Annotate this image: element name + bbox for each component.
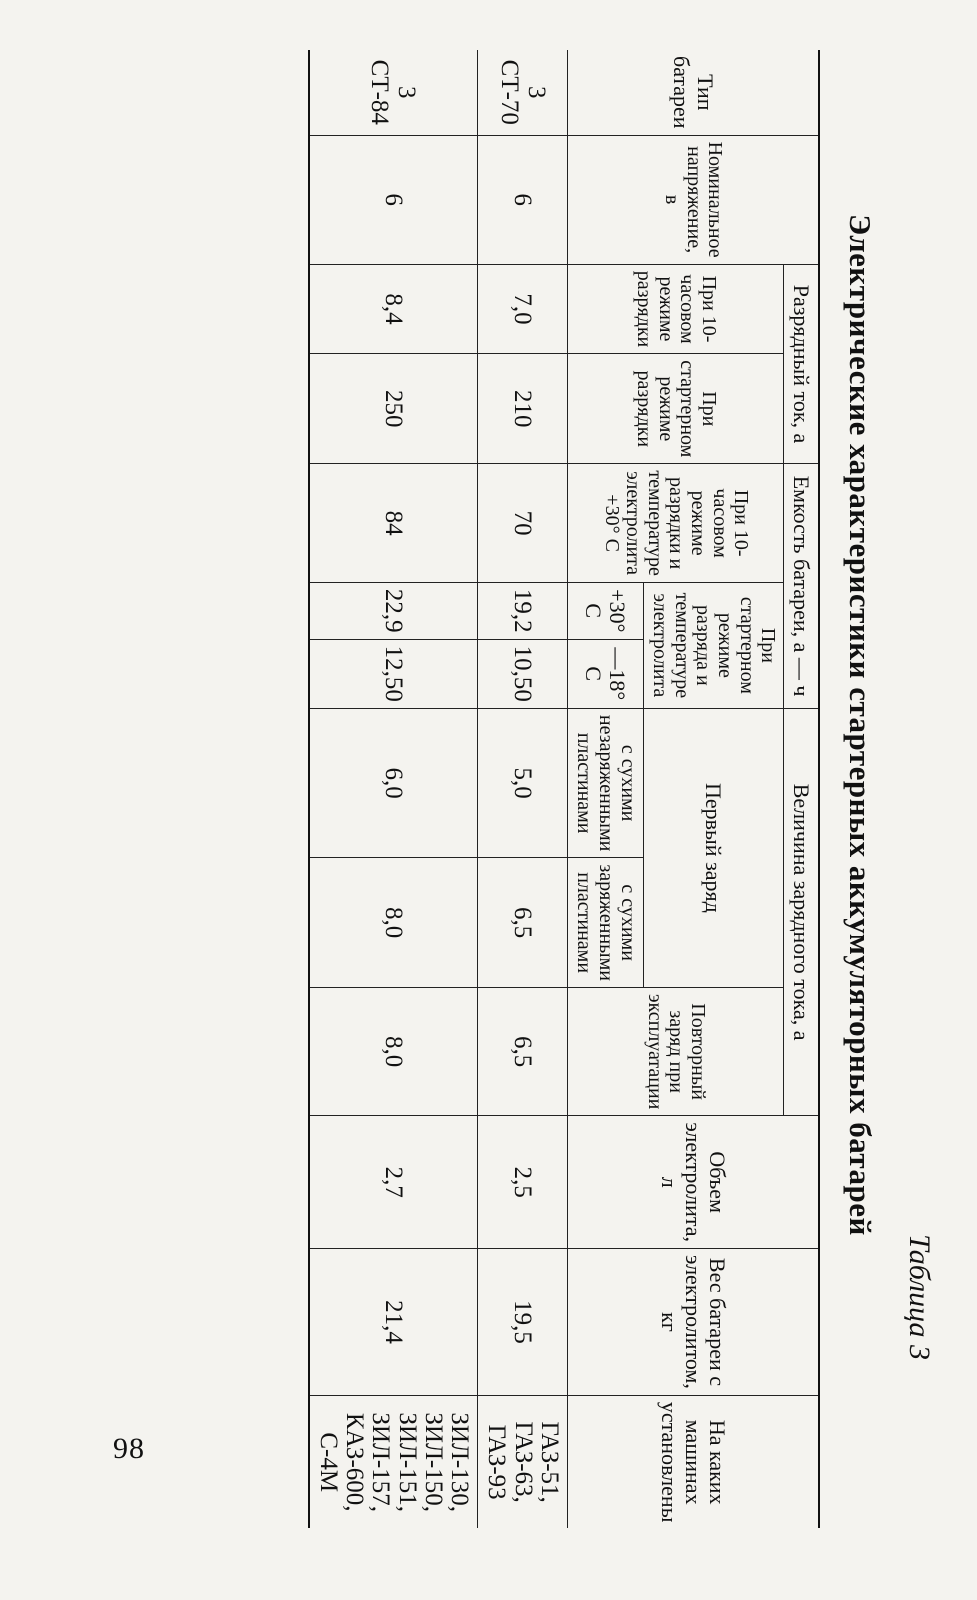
vehicle-line: ЗИЛ-157,	[367, 1412, 395, 1512]
header-temp-minus18: —18° С	[567, 639, 643, 708]
table-row	[309, 50, 478, 1528]
header-temp-plus30: +30° С	[567, 582, 643, 639]
cell-weight: 21,4	[309, 1249, 478, 1396]
page-number: 98	[113, 1432, 145, 1465]
vehicle-line: КАЗ-600, С-4М	[314, 1412, 369, 1512]
table-title: Электрические характеристики стартерных аккумуляторных батарей	[843, 214, 878, 1236]
cell-weight: 19,5	[478, 1249, 568, 1396]
vehicle-line: ГАЗ-93	[483, 1424, 511, 1500]
vehicle-line: ГАЗ-51,	[535, 1421, 563, 1503]
table-label: Таблица 3	[903, 1234, 936, 1360]
header-nominal-voltage: Номинальное напряжение, в	[567, 135, 819, 264]
vehicle-line: ГАЗ-63,	[509, 1421, 537, 1503]
cell-discharge-10h: 7,0	[478, 264, 568, 354]
header-vehicles: На каких машинах установлены	[567, 1395, 819, 1528]
cell-voltage: 6	[309, 135, 478, 264]
header-row-1	[784, 50, 819, 1528]
cell-charge-dry-uncharged: 5,0	[478, 708, 568, 857]
header-charge-current: Величина зарядного тока, а	[784, 708, 819, 1115]
header-discharge-10h: При 10-часовом режиме разрядки	[567, 264, 783, 354]
header-battery-type: Тип батареи	[567, 50, 819, 135]
cell-capacity-10h: 84	[309, 464, 478, 583]
header-discharge-starter: При стартерном режиме разрядки	[567, 354, 783, 464]
cell-recharge: 6,5	[478, 987, 568, 1115]
header-first-charge: Первый заряд	[643, 708, 784, 987]
header-capacity-10h: При 10-часовом режиме разрядки и температуре электролита +30° С	[567, 464, 783, 583]
header-dry-uncharged: с сухими незаряженными пластинами	[567, 708, 643, 857]
header-recharge: Повторный заряд при эксплуатации	[567, 987, 783, 1115]
header-electrolyte-volume: Объем электролита, л	[567, 1116, 819, 1249]
cell-capacity-10h: 70	[478, 464, 568, 583]
cell-voltage: 6	[478, 135, 568, 264]
header-capacity: Емкость батареи, а — ч	[784, 464, 819, 709]
header-discharge-current: Разрядный ток, а	[784, 264, 819, 464]
cell-capacity-plus30: 19,2	[478, 582, 568, 639]
cell-capacity-minus18: 12,50	[309, 639, 478, 708]
cell-electrolyte-volume: 2,5	[478, 1116, 568, 1249]
rotated-table-block	[180, 50, 940, 1523]
cell-vehicles	[478, 1395, 568, 1528]
cell-electrolyte-volume: 2,7	[309, 1116, 478, 1249]
cell-capacity-plus30: 22,9	[309, 582, 478, 639]
cell-charge-dry-charged: 8,0	[309, 858, 478, 988]
cell-type: 3 СТ-84	[309, 50, 478, 135]
vehicle-line: ЗИЛ-151,	[393, 1412, 421, 1512]
cell-discharge-starter: 210	[478, 354, 568, 464]
header-capacity-starter: При стартерном режиме разряда и температуре электролита	[643, 582, 784, 708]
header-battery-weight: Вес батареи с электролитом, кг	[567, 1249, 819, 1396]
cell-capacity-minus18: 10,50	[478, 639, 568, 708]
header-dry-charged: с сухими заряженными пластинами	[567, 858, 643, 988]
table-row	[478, 50, 568, 1528]
vehicle-line: ЗИЛ-150,	[419, 1412, 447, 1512]
cell-discharge-10h: 8,4	[309, 264, 478, 354]
cell-charge-dry-charged: 6,5	[478, 858, 568, 988]
battery-characteristics-table	[308, 50, 820, 1528]
cell-discharge-starter: 250	[309, 354, 478, 464]
cell-type: 3 СТ-70	[478, 50, 568, 135]
cell-recharge: 8,0	[309, 987, 478, 1115]
cell-charge-dry-uncharged: 6,0	[309, 708, 478, 857]
cell-vehicles	[309, 1395, 478, 1528]
vehicle-line: ЗИЛ-130,	[446, 1412, 474, 1512]
